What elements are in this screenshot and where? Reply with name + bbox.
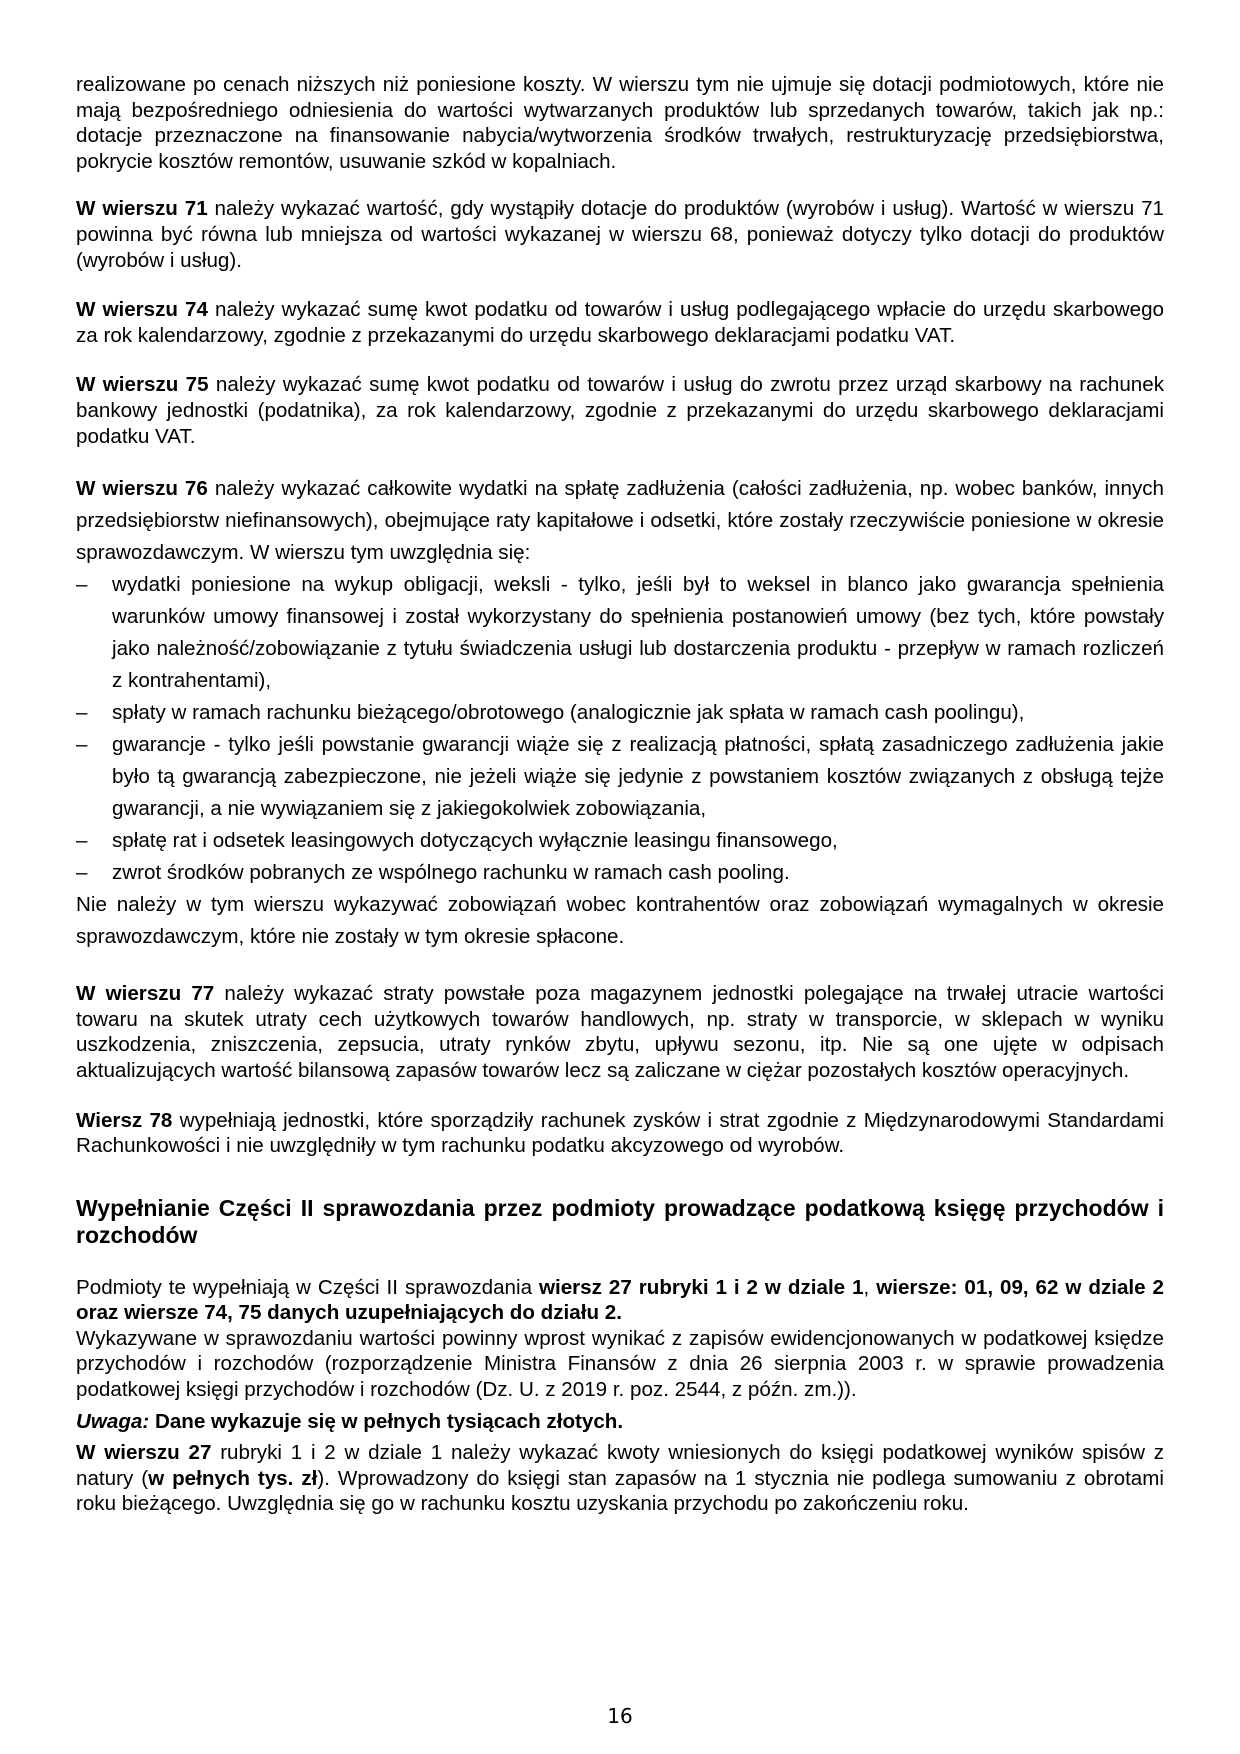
section-intro-part1: Podmioty te wypełniają w Części II sprawozdania — [76, 1275, 539, 1299]
section-intro-line2: Wykazywane w sprawozdaniu wartości powinny wprost wynikać z zapisów ewidencjonowanych w podatkowej księdze przychodów i rozchodów (rozporządzenie Ministra Finansów z dnia 26 sierpnia 2003 r. w sprawie prowadzenia podatkowej księgi przychodów i rozchodów (Dz. U. z 2019 r. poz. 2544, z późn. zm.)). — [76, 1326, 1164, 1402]
list-item-text: wydatki poniesione na wykup obligacji, weksli - tylko, jeśli był to weksel in blanco jako gwarancja spełnienia warunków umowy finansowej i został wykorzystany do spełnienia postanowień umowy (bez tych, które powstały jako należność/zobowiązanie z tytułu świadczenia usługi lub dostarczenia produktu - przepływ w ramach rozliczeń z kontrahentami), — [112, 573, 1164, 693]
row-27-label: W wierszu 27 — [76, 1441, 212, 1465]
row-27-text2: ). Wprowadzony do księgi stan zapasów na 1 stycznia nie podlega sumowaniu z obrotami roku bieżącego. Uwzględnia się go w rachunku kosztu uzyskania przychodu po zakończeniu roku. — [76, 1466, 1164, 1516]
dash-bullet: – — [76, 861, 88, 885]
row-77-label: W wierszu 77 — [76, 982, 215, 1006]
row-76-label: W wierszu 76 — [76, 477, 208, 501]
uwaga-label: Uwaga: — [76, 1409, 150, 1433]
section-intro-part2: , — [863, 1275, 877, 1299]
row-74-label: W wierszu 74 — [76, 298, 208, 322]
dash-bullet: – — [76, 829, 88, 853]
list-item-text: spłatę rat i odsetek leasingowych dotyczących wyłącznie leasingu finansowego, — [112, 829, 838, 853]
list-item — [76, 857, 1164, 889]
document-page — [76, 72, 1164, 1517]
row-27-text1: rubryki 1 i 2 w dziale 1 należy wykazać kwoty wniesionych do księgi podatkowej wyników spisów z natury ( — [76, 1441, 1165, 1490]
section-intro-bold2: wiersze: 01, 09, 62 w dziale 2 oraz wiersze 74, 75 danych uzupełniających do działu 2. — [76, 1275, 1164, 1325]
paragraph-row-75 — [76, 372, 1164, 449]
row-71-text: należy wykazać wartość, gdy wystąpiły dotacje do produktów (wyrobów i usług). Wartość w wierszu 71 powinna być równa lub mniejsza od wartości wykazanej w wierszu 68, ponieważ dotyczy tylko dotacji do produktów (wyrobów i usług). — [76, 197, 1165, 272]
paragraph-continuation: realizowane po cenach niższych niż poniesione koszty. W wierszu tym nie ujmuje się dotacji podmiotowych, które nie mają bezpośredniego odniesienia do wartości wytwarzanych produktów lub sprzedanych towarów, takich jak np.: dotacje przeznaczone na finansowanie nabycia/wytworzenia środków trwałych, restrukturyzację przedsiębiorstwa, pokrycie kosztów remontów, usuwanie szkód w kopalniach. — [76, 73, 1164, 173]
row-74-text: należy wykazać sumę kwot podatku od towarów i usług podlegającego wpłacie do urzędu skarbowego za rok kalendarzowy, zgodnie z przekazanymi do urzędu skarbowego deklaracjami podatku VAT. — [76, 298, 1164, 347]
row-75-label: W wierszu 75 — [76, 373, 209, 397]
row-78-text: wypełniają jednostki, które sporządziły rachunek zysków i strat zgodnie z Międzynarodowymi Standardami Rachunkowości i nie uwzględniły w tym rachunku podatku akcyzowego od wyrobów. — [76, 1108, 1164, 1158]
dash-bullet: – — [76, 701, 88, 725]
row-75-text: należy wykazać sumę kwot podatku od towarów i usług do zwrotu przez urząd skarbowy na rachunek bankowy jednostki (podatnika), za rok kalendarzowy, zgodnie z przekazanymi do urzędu skarbowego deklaracjami podatku VAT. — [76, 373, 1165, 448]
list-item-text: spłaty w ramach rachunku bieżącego/obrotowego (analogicznie jak spłata w ramach cash poolingu), — [112, 701, 1025, 725]
section-heading: Wypełnianie Części II sprawozdania przez podmioty prowadzące podatkową księgę przychodów i rozchodów — [76, 1194, 1164, 1248]
page-number: 16 — [607, 1704, 633, 1728]
list-item — [76, 569, 1164, 697]
section-intro-bold: wiersz 27 rubryki 1 i 2 w dziale 1 — [538, 1275, 864, 1299]
dash-bullet: – — [76, 573, 88, 597]
paragraph-row-78 — [76, 1108, 1164, 1159]
paragraph-row-76 — [76, 473, 1164, 569]
paragraph-row-71 — [76, 196, 1164, 273]
row-76-text: należy wykazać całkowite wydatki na spłatę zadłużenia (całości zadłużenia, np. wobec banków, innych przedsiębiorstw niefinansowych), obejmujące raty kapitałowe i odsetki, które zostały rzeczywiście poniesione w okresie sprawozdawczym. W wierszu tym uwzględnia się: — [76, 477, 1164, 565]
list-item-text: zwrot środków pobranych ze wspólnego rachunku w ramach cash pooling. — [112, 861, 790, 885]
row-76-bullet-list — [76, 569, 1164, 889]
paragraph-row-27 — [76, 1440, 1164, 1517]
list-item — [76, 729, 1164, 825]
uwaga-text: Dane wykazuje się w pełnych tysiącach złotych. — [149, 1409, 624, 1433]
row-27-bold: w pełnych tys. zł — [148, 1466, 318, 1490]
paragraph-row-77 — [76, 981, 1164, 1083]
row-71-label: W wierszu 71 — [76, 197, 208, 221]
list-item-text: gwarancje - tylko jeśli powstanie gwarancji wiąże się z realizacją płatności, spłatą zasadniczego zadłużenia jakie było tą gwarancją zabezpieczone, nie jeżeli wiąże się jedynie z powstaniem kosztów związanych z obsługą tejże gwarancji, a nie wywiązaniem się z jakiegokolwiek zobowiązania, — [112, 733, 1164, 821]
list-item — [76, 825, 1164, 857]
dash-bullet: – — [76, 733, 88, 757]
row-77-text: należy wykazać straty powstałe poza magazynem jednostki polegające na trwałej utracie wartości towaru na skutek utraty cech użytkowych towarów handlowych, np. straty w transporcie, w sklepach w wyniku uszkodzenia, zniszczenia, zepsucia, utraty rynków zbytu, upływu sezonu, itp. Nie są one ujęte w odpisach aktualizujących wartość bilansową zapasów towarów lecz są zaliczane w ciężar pozostałych kosztów operacyjnych. — [76, 982, 1165, 1082]
row-78-label: Wiersz 78 — [76, 1108, 173, 1132]
section-intro — [76, 1275, 1164, 1326]
uwaga-note — [76, 1409, 1164, 1435]
row-76-outro: Nie należy w tym wierszu wykazywać zobowiązań wobec kontrahentów oraz zobowiązań wymagalnych w okresie sprawozdawczym, które nie zostały w tym okresie spłacone. — [76, 893, 1164, 949]
paragraph-row-74 — [76, 297, 1164, 348]
list-item — [76, 697, 1164, 729]
